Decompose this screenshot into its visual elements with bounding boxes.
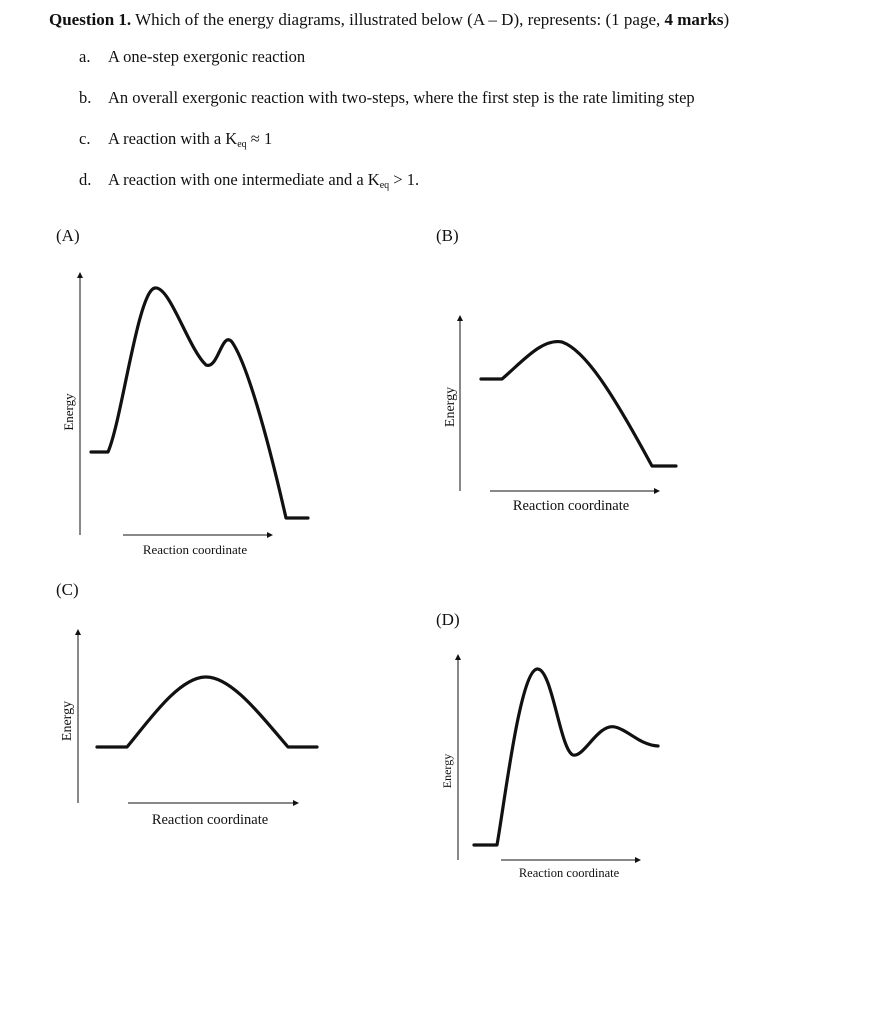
diagram-d-y-label: Energy [440, 753, 454, 789]
question-text-end: ) [723, 10, 730, 29]
diagram-a-y-label: Energy [61, 393, 76, 431]
item-text: A reaction with a K [108, 129, 238, 148]
question-text: Which of the energy diagrams, illustrated below (A – D), represents: (1 page, [131, 10, 665, 29]
item-text: A reaction with one intermediate and a K [108, 170, 380, 189]
diagram-a-x-label: Reaction coordinate [142, 542, 248, 557]
diagram-c [60, 630, 317, 828]
diagram-b-energy-curve [481, 342, 676, 466]
diagram-d [440, 655, 658, 880]
diagram-c-label: (C) [56, 580, 79, 599]
diagram-c-y-label: Energy [60, 700, 75, 742]
diagram-c-energy-curve [97, 677, 317, 747]
item-letter: b. [79, 88, 92, 107]
item-letter: d. [79, 170, 92, 189]
diagram-d-x-label: Reaction coordinate [518, 866, 620, 880]
item-subscript: eq [379, 180, 390, 191]
diagram-d-label: (D) [436, 610, 460, 629]
diagram-a [61, 273, 308, 557]
diagram-b-y-label: Energy [443, 386, 458, 428]
question-label: Question 1. [49, 10, 132, 29]
item-text-end: ≈ 1 [246, 129, 273, 148]
question-marks: 4 marks [664, 10, 724, 29]
diagram-a-label: (A) [56, 226, 80, 245]
diagram-a-energy-curve [91, 288, 308, 518]
diagram-d-energy-curve [474, 669, 658, 845]
item-letter: a. [79, 47, 91, 66]
item-text: An overall exergonic reaction with two-steps, where the first step is the rate limiting step [108, 88, 695, 107]
diagram-b-x-label: Reaction coordinate [512, 498, 630, 514]
diagram-c-x-label: Reaction coordinate [151, 812, 269, 828]
item-letter: c. [79, 129, 91, 148]
diagram-b [443, 316, 676, 514]
item-subscript: eq [237, 139, 247, 150]
item-text-end: > 1. [389, 170, 420, 189]
diagram-b-label: (B) [436, 226, 459, 245]
item-text: A one-step exergonic reaction [108, 47, 306, 66]
